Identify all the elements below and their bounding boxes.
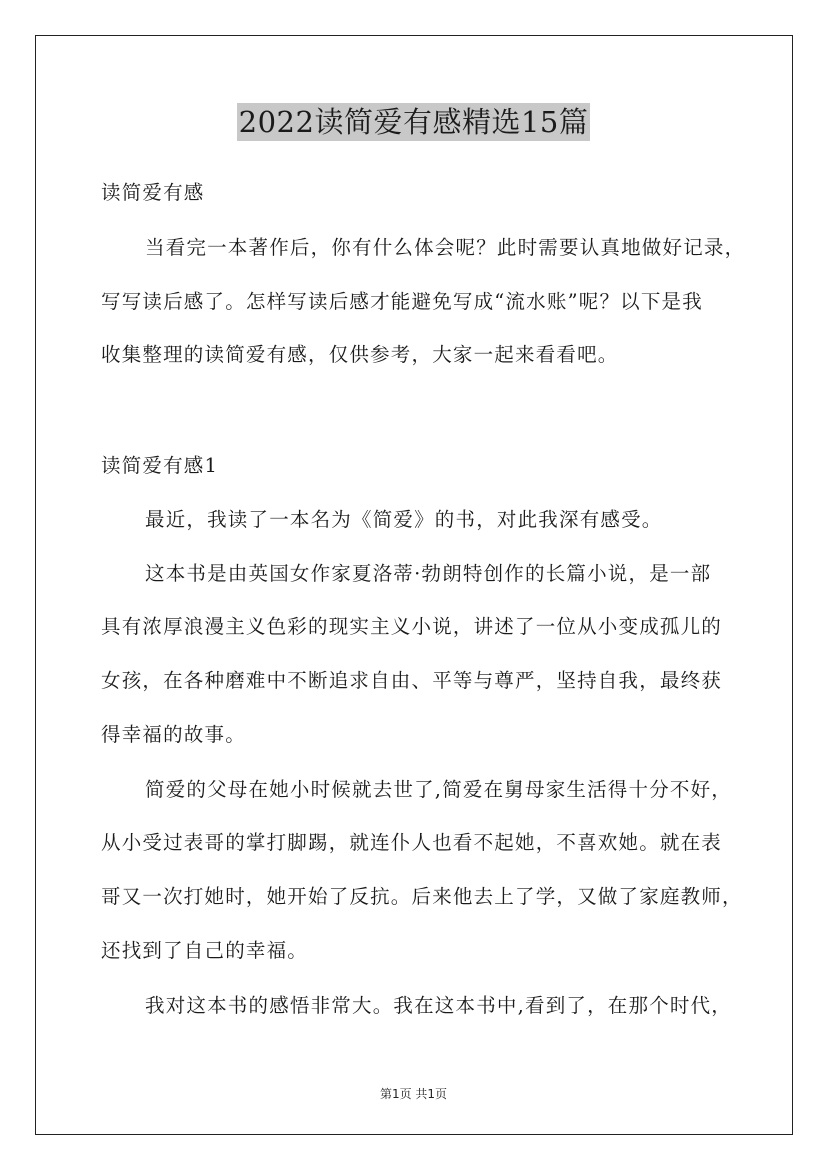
title-container — [0, 103, 827, 141]
paragraph-line: 最近，我读了一本名为《简爱》的书，对此我深有感受。 — [145, 508, 663, 531]
paragraph-line: 这本书是由英国女作家夏洛蒂·勃朗特创作的长篇小说，是一部 — [145, 562, 712, 585]
paragraph-line: 得幸福的故事。 — [101, 723, 246, 746]
document-title: 2022读简爱有感精选15篇 — [238, 105, 589, 139]
paragraph-line: 简爱的父母在她小时候就去世了,简爱在舅母家生活得十分不好， — [145, 778, 732, 801]
paragraph-line: 收集整理的读简爱有感，仅供参考，大家一起来看看吧。 — [101, 343, 619, 366]
section-heading-1: 读简爱有感1 — [101, 454, 219, 477]
page-footer: 第1页 共1页 — [379, 1087, 448, 1101]
paragraph-line: 写写读后感了。怎样写读后感才能避免写成“流水账”呢？以下是我 — [101, 290, 703, 313]
paragraph-line: 从小受过表哥的掌打脚踢，就连仆人也看不起她，不喜欢她。就在表 — [101, 831, 723, 854]
paragraph-line: 具有浓厚浪漫主义色彩的现实主义小说，讲述了一位从小变成孤儿的 — [101, 615, 723, 638]
section-heading-intro: 读简爱有感 — [101, 181, 205, 204]
paragraph-line: 我对这本书的感悟非常大。我在这本书中,看到了，在那个时代， — [145, 994, 732, 1017]
paragraph-line: 当看完一本著作后，你有什么体会呢？此时需要认真地做好记录， — [145, 236, 746, 259]
paragraph-line: 还找到了自己的幸福。 — [101, 939, 309, 962]
paragraph-line: 哥又一次打她时，她开始了反抗。后来他去上了学，又做了家庭教师， — [101, 885, 743, 908]
paragraph-line: 女孩，在各种磨难中不断追求自由、平等与尊严，坚持自我，最终获 — [101, 669, 723, 692]
